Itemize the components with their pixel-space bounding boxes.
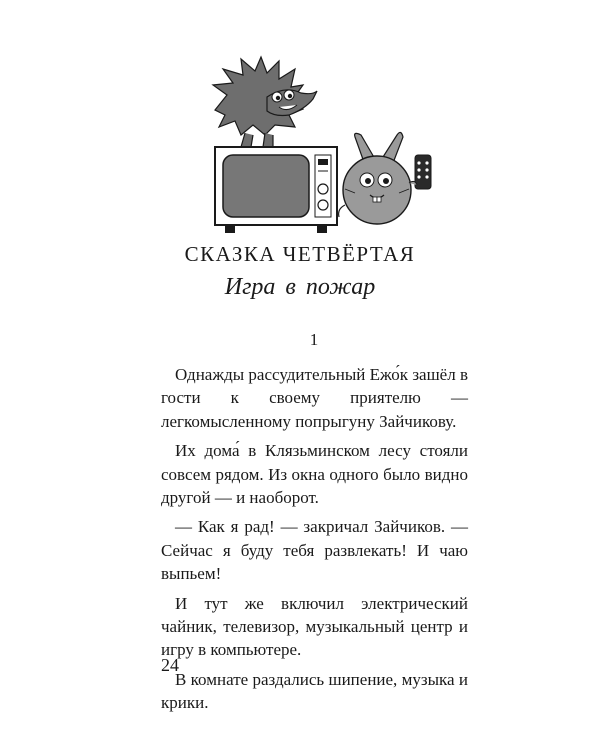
- paragraph: Их дома́ в Клязьминском лесу стояли совсем рядом. Из окна одного было видно другой — и наоборот.: [161, 441, 468, 508]
- body-text: [161, 363, 468, 721]
- chapter-title: СКАЗКА ЧЕТВЁРТАЯ: [184, 242, 416, 266]
- paragraph: Однажды рассудительный Ежо́к зашёл в гости к своему приятелю — легкомысленному попрыгуну Зайчикову.: [161, 365, 468, 431]
- paragraph: — Как я рад! — закричал Зайчиков. — Сейчас я буду тебя развлекать! И чаю выпьем!: [161, 517, 468, 584]
- hedgehog-tv-bunny-illustration: [205, 55, 455, 240]
- remote-control-icon: [409, 155, 431, 189]
- paragraph: В комнате раздались шипение, музыка и крики.: [161, 669, 468, 713]
- tv-icon: [215, 147, 337, 233]
- story-title: Игра в пожар: [224, 274, 376, 300]
- hedgehog-icon: [213, 57, 317, 147]
- bunny-icon: [339, 132, 411, 224]
- chapter-illustration: [205, 55, 455, 240]
- paragraph: И тут же включил электрический чайник, телевизор, музыкальный центр и игру в компьютере.: [161, 593, 468, 660]
- section-number: 1: [309, 330, 319, 349]
- page-number: 24: [161, 655, 179, 675]
